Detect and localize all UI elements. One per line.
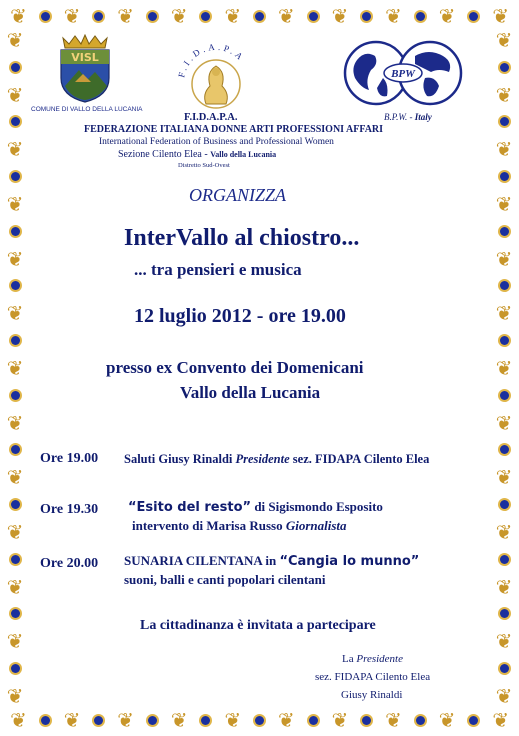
bpw-italy-label xyxy=(384,112,432,122)
border-gem-ornament xyxy=(11,609,20,618)
border-scroll-ornament: ❦ xyxy=(6,683,24,708)
border-scroll-ornament: ❦ xyxy=(6,28,24,52)
border-scroll-ornament: ❦ xyxy=(495,465,513,490)
comune-crest-logo xyxy=(55,34,115,104)
border-scroll-ornament: ❦ xyxy=(495,82,513,107)
border-scroll-ornament: ❦ xyxy=(495,191,513,216)
border-gem-ornament xyxy=(11,445,20,454)
border-scroll-ornament: ❦ xyxy=(6,574,24,599)
signature-line-3: Giusy Rinaldi xyxy=(341,689,403,701)
border-gem-ornament xyxy=(11,281,20,290)
border-scroll-ornament: ❦ xyxy=(224,4,242,28)
border-gem-ornament xyxy=(94,716,103,725)
district-label: Distretto Sud-Ovest xyxy=(178,162,230,169)
border-scroll-ornament: ❦ xyxy=(6,82,24,107)
border-scroll-ornament: ❦ xyxy=(6,519,24,544)
border-scroll-ornament: ❦ xyxy=(385,708,402,732)
border-scroll-ornament: ❦ xyxy=(6,137,24,162)
border-scroll-ornament: ❦ xyxy=(495,137,513,162)
border-gem-ornament xyxy=(11,172,20,181)
border-gem-ornament xyxy=(148,12,157,21)
border-gem-ornament xyxy=(500,63,509,72)
program-description xyxy=(124,452,429,467)
section-name: Sezione Cilento Elea - xyxy=(118,149,211,160)
border-gem-ornament xyxy=(11,63,20,72)
border-scroll-ornament: ❦ xyxy=(495,574,513,599)
border-scroll-ornament: ❦ xyxy=(495,246,513,271)
svg-text:BPW: BPW xyxy=(391,68,415,80)
border-gem-ornament xyxy=(500,172,509,181)
border-scroll-ornament: ❦ xyxy=(495,355,513,380)
border-scroll-ornament: ❦ xyxy=(6,191,24,216)
border-gem-ornament xyxy=(500,117,509,126)
border-gem-ornament xyxy=(11,664,20,673)
border-gem-ornament xyxy=(309,12,318,21)
program-text: di Sigismondo Esposito xyxy=(251,499,383,514)
venue-line-2: Vallo della Lucania xyxy=(180,383,321,402)
border-left xyxy=(2,30,28,706)
border-scroll-ornament: ❦ xyxy=(495,683,513,708)
border-gem-ornament xyxy=(500,336,509,345)
border-gem-ornament xyxy=(500,555,509,564)
border-scroll-ornament: ❦ xyxy=(117,708,134,732)
program-text: Saluti Giusy Rinaldi xyxy=(124,452,236,466)
program-title: “Esito del resto” xyxy=(128,500,252,515)
border-gem-ornament xyxy=(416,12,425,21)
border-scroll-ornament: ❦ xyxy=(224,708,242,732)
program-time: Ore 19.00 xyxy=(40,451,99,466)
border-scroll-ornament: ❦ xyxy=(6,465,24,490)
program-description xyxy=(128,499,383,515)
border-gem-ornament xyxy=(201,716,210,725)
border-gem-ornament xyxy=(469,716,478,725)
border-scroll-ornament: ❦ xyxy=(492,708,509,732)
border-scroll-ornament: ❦ xyxy=(495,519,513,544)
border-scroll-ornament: ❦ xyxy=(492,4,509,28)
border-scroll-ornament: ❦ xyxy=(63,708,81,732)
section-line xyxy=(118,149,276,160)
border-gem-ornament xyxy=(362,12,371,21)
border-scroll-ornament: ❦ xyxy=(495,301,513,326)
program-role: Giornalista xyxy=(285,518,347,533)
border-scroll-ornament: ❦ xyxy=(438,4,456,28)
border-gem-ornament xyxy=(416,716,425,725)
border-scroll-ornament: ❦ xyxy=(331,708,349,732)
border-gem-ornament xyxy=(94,12,103,21)
border-scroll-ornament: ❦ xyxy=(10,4,27,28)
fidapa-logo xyxy=(172,38,260,114)
border-gem-ornament xyxy=(362,716,371,725)
svg-text:VISL: VISL xyxy=(71,51,99,64)
event-title: InterVallo al chiostro... xyxy=(124,225,360,251)
border-gem-ornament xyxy=(309,716,318,725)
border-gem-ornament xyxy=(11,391,20,400)
bpw-suffix: Italy xyxy=(414,112,432,122)
border-scroll-ornament: ❦ xyxy=(170,708,188,732)
border-scroll-ornament: ❦ xyxy=(495,28,513,52)
border-gem-ornament xyxy=(255,716,264,725)
border-gem-ornament xyxy=(41,12,50,21)
border-scroll-ornament: ❦ xyxy=(6,355,24,380)
signature-line-1 xyxy=(342,653,403,665)
border-gem-ornament xyxy=(11,227,20,236)
border-gem-ornament xyxy=(11,555,20,564)
venue-line-1: presso ex Convento dei Domenicani xyxy=(106,358,364,377)
invite-text: La cittadinanza è invitata a partecipare xyxy=(140,618,376,633)
border-bottom xyxy=(10,706,509,734)
border-gem-ornament xyxy=(469,12,478,21)
border-scroll-ornament: ❦ xyxy=(6,410,24,435)
border-gem-ornament xyxy=(500,664,509,673)
border-gem-ornament xyxy=(148,716,157,725)
border-gem-ornament xyxy=(41,716,50,725)
program-description-2: suoni, balli e canti popolari cilentani xyxy=(124,572,326,587)
border-gem-ornament xyxy=(500,281,509,290)
border-scroll-ornament: ❦ xyxy=(331,4,349,28)
international-federation: International Federation of Business and Professional Women xyxy=(99,137,334,147)
border-gem-ornament xyxy=(500,391,509,400)
border-scroll-ornament: ❦ xyxy=(6,301,24,326)
border-gem-ornament xyxy=(500,445,509,454)
border-scroll-ornament: ❦ xyxy=(170,4,188,28)
section-town: Vallo della Lucania xyxy=(210,150,277,159)
border-right xyxy=(491,30,517,706)
program-text: intervento di Marisa Russo xyxy=(132,518,286,533)
border-scroll-ornament: ❦ xyxy=(6,246,24,271)
border-scroll-ornament: ❦ xyxy=(10,708,27,732)
border-gem-ornament xyxy=(500,227,509,236)
federation-name: FEDERAZIONE ITALIANA DONNE ARTI PROFESSIONI AFFARI xyxy=(84,124,384,135)
signature-line-2: sez. FIDAPA Cilento Elea xyxy=(315,671,431,683)
border-scroll-ornament: ❦ xyxy=(438,708,456,732)
program-time: Ore 20.00 xyxy=(40,556,99,571)
program-text: sez. FIDAPA Cilento Elea xyxy=(289,452,430,466)
comune-label: COMUNE DI VALLO DELLA LUCANIA xyxy=(31,106,143,113)
border-scroll-ornament: ❦ xyxy=(277,4,295,28)
border-gem-ornament xyxy=(500,609,509,618)
program-role: Presidente xyxy=(235,452,290,466)
fidapa-acronym: F.I.D.A.P.A. xyxy=(184,112,238,123)
border-scroll-ornament: ❦ xyxy=(277,708,295,732)
organizza-heading: ORGANIZZA xyxy=(189,185,287,205)
border-gem-ornament xyxy=(11,117,20,126)
border-scroll-ornament: ❦ xyxy=(6,629,24,654)
program-description-2 xyxy=(132,518,347,534)
signature-prefix: La xyxy=(342,653,357,665)
event-date: 12 luglio 2012 - ore 19.00 xyxy=(134,305,346,327)
program-description xyxy=(124,553,419,569)
program-title: “Cangia lo munno” xyxy=(279,554,420,569)
border-gem-ornament xyxy=(500,500,509,509)
border-gem-ornament xyxy=(255,12,264,21)
border-gem-ornament xyxy=(11,500,20,509)
border-top xyxy=(10,2,509,30)
border-gem-ornament xyxy=(11,336,20,345)
svg-text:F.I.D.A.P.A: F.I.D.A.P.A xyxy=(176,41,247,79)
event-subtitle: ... tra pensieri e musica xyxy=(134,260,302,279)
border-scroll-ornament: ❦ xyxy=(495,410,513,435)
border-scroll-ornament: ❦ xyxy=(63,4,81,28)
program-time: Ore 19.30 xyxy=(40,502,99,517)
bpw-prefix: B.P.W. - xyxy=(384,112,413,122)
border-scroll-ornament: ❦ xyxy=(117,4,134,28)
border-scroll-ornament: ❦ xyxy=(385,4,402,28)
border-scroll-ornament: ❦ xyxy=(495,629,513,654)
program-text: SUNARIA CILENTANA in xyxy=(124,553,280,568)
border-gem-ornament xyxy=(201,12,210,21)
bpw-logo xyxy=(343,38,463,108)
signature-role: Presidente xyxy=(356,653,403,665)
